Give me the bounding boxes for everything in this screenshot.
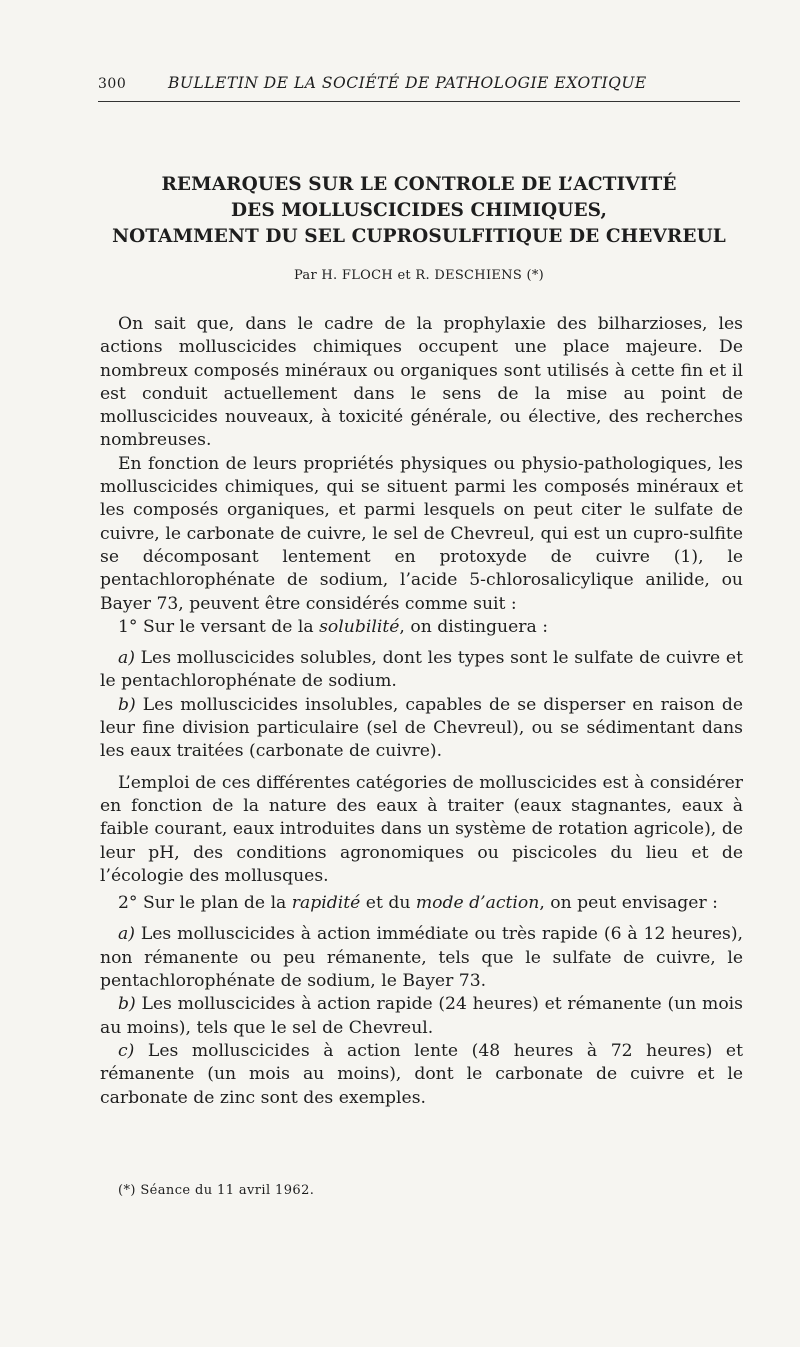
item-label-2a: a) — [118, 924, 135, 945]
journal-title: BULLETIN DE LA SOCIÉTÉ DE PATHOLOGIE EXOTIQUE — [168, 74, 647, 92]
paragraph-10 — [100, 1040, 743, 1110]
p7-emphasis-1: rapidité — [291, 893, 361, 914]
title-line-1: REMARQUES SUR LE CONTROLE DE L’ACTIVITÉ — [161, 174, 677, 195]
p3-prefix: 1° Sur le versant de la — [118, 616, 314, 637]
paragraph-4 — [100, 647, 743, 694]
footnote: (*) Séance du 11 avril 1962. — [118, 1183, 315, 1198]
p3-emphasis: solubilité — [319, 616, 400, 637]
item-label-a: a) — [118, 648, 135, 669]
item-text-2a: Les molluscicides à action immédiate ou très rapide (6 à 12 heures), non rémanente ou peu rémanente, tels que le sulfate de cuivre, le pentachlorophénate de sodium, le Bayer 73. — [100, 924, 743, 992]
title-line-2: DES MOLLUSCICIDES CHIMIQUES, — [230, 200, 607, 221]
item-label-2b: b) — [118, 994, 136, 1015]
paragraph-7 — [100, 892, 743, 915]
item-text-b: Les molluscicides insolubles, capables de se disperser en raison de leur fine division particulaire (sel de Chevreul), ou se sédimentant dans les eaux traitées (carbonate de cuivre). — [100, 694, 743, 762]
item-text-2b: Les molluscicides à action rapide (24 heures) et rémanente (un mois au moins), tels que le sel de Chevreul. — [100, 994, 743, 1038]
header-rule — [98, 101, 740, 102]
article-title — [98, 172, 740, 250]
paragraph-5 — [100, 694, 743, 764]
authors-line: Par H. FLOCH et R. DESCHIENS (*) — [293, 268, 545, 283]
running-head — [98, 74, 740, 92]
paragraph-3 — [100, 616, 743, 639]
item-label-b: b) — [118, 694, 136, 715]
item-text-2c: Les molluscicides à action lente (48 heures à 72 heures) et rémanente (un mois au moins), dont le carbonate de cuivre et le carbonate de zinc sont des exemples. — [100, 1040, 743, 1108]
p7-prefix: 2° Sur le plan de la — [118, 893, 287, 914]
paragraph-8 — [100, 923, 743, 993]
p3-suffix: , on distinguera : — [399, 616, 548, 637]
paragraph-6: L’emploi de ces différentes catégories de molluscicides est à considérer en fonction de la nature des eaux à traiter (eaux stagnantes, eaux à faible courant, eaux introduites dans un système de rotation agricole), de leur pH, des conditions agronomiques ou piscicoles du lieu et de l’écologie des mollusques. — [100, 772, 743, 886]
p7-mid: et du — [360, 893, 416, 914]
paragraph-9 — [100, 993, 743, 1040]
p7-emphasis-2: mode d’action — [415, 893, 540, 914]
paragraph-1: On sait que, dans le cadre de la prophylaxie des bilharzioses, les actions molluscicides chimiques occupent une place majeure. De nombreux composés minéraux ou organiques sont utilisés à cette fin et il est conduit actuellement dans le sens de la mise au point de molluscicides nouveaux, à toxicité générale, ou élective, des recherches nombreuses. — [100, 314, 743, 451]
title-line-3: NOTAMMENT DU SEL CUPROSULFITIQUE DE CHEVREUL — [112, 226, 726, 247]
item-label-2c: c) — [118, 1040, 135, 1061]
item-text-a: Les molluscicides solubles, dont les types sont le sulfate de cuivre et le pentachlorophénate de sodium. — [100, 648, 743, 692]
p7-suffix: , on peut envisager : — [539, 893, 718, 914]
paragraph-2: En fonction de leurs propriétés physiques ou physio-pathologiques, les molluscicides chimiques, qui se situent parmi les composés minéraux et les composés organiques, et parmi lesquels on peut citer le sulfate de cuivre, le carbonate de cuivre, le sel de Chevreul, qui est un cupro-sulfite se décomposant lentement en protoxyde de cuivre (1), le pentachlorophénate de sodium, l’acide 5-chlorosalicylique anilide, ou Bayer 73, peuvent être considérés comme suit : — [100, 453, 743, 614]
page-number: 300 — [98, 76, 127, 92]
article-body — [100, 313, 743, 1110]
